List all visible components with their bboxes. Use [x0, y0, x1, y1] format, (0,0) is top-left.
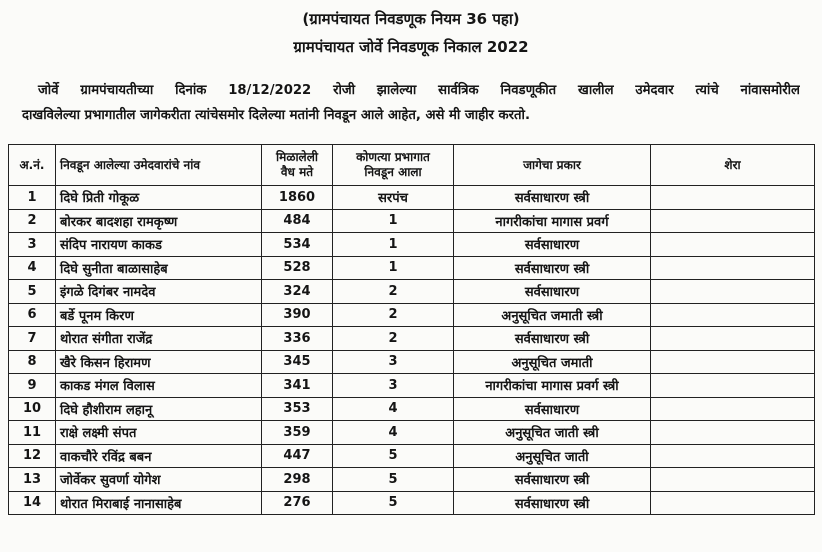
cell-serial: 13: [9, 468, 56, 492]
cell-candidate-name: थोरात संगीता राजेंद्र: [56, 327, 262, 351]
cell-ward: 3: [333, 374, 454, 398]
header-valid-votes-line1: मिळालेली: [276, 150, 318, 164]
cell-candidate-name: दिघे प्रिती गोकूळ: [56, 186, 262, 210]
cell-seat-category: अनुसूचित जमाती: [454, 350, 651, 374]
cell-valid-votes: 534: [262, 233, 333, 257]
table-row: [9, 374, 815, 398]
table-row: [9, 303, 815, 327]
cell-serial: 11: [9, 421, 56, 445]
cell-serial: 1: [9, 186, 56, 210]
cell-valid-votes: 345: [262, 350, 333, 374]
cell-seat-category: नागरीकांचा मागास प्रवर्ग: [454, 209, 651, 233]
cell-valid-votes: 298: [262, 468, 333, 492]
cell-seat-category: अनुसूचित जमाती स्त्री: [454, 303, 651, 327]
cell-remarks: [651, 303, 815, 327]
cell-ward: 3: [333, 350, 454, 374]
cell-ward: 1: [333, 233, 454, 257]
cell-remarks: [651, 444, 815, 468]
cell-seat-category: अनुसूचित जाती: [454, 444, 651, 468]
cell-candidate-name: जोर्वेकर सुवर्णा योगेश: [56, 468, 262, 492]
cell-serial: 6: [9, 303, 56, 327]
header-candidate-name: निवडून आलेल्या उमेदवारांचे नांव: [56, 145, 262, 186]
cell-remarks: [651, 350, 815, 374]
table-row: [9, 397, 815, 421]
cell-serial: 7: [9, 327, 56, 351]
cell-valid-votes: 447: [262, 444, 333, 468]
cell-valid-votes: 324: [262, 280, 333, 304]
cell-ward: 4: [333, 397, 454, 421]
header-valid-votes: [262, 145, 333, 186]
cell-remarks: [651, 374, 815, 398]
cell-valid-votes: 1860: [262, 186, 333, 210]
cell-remarks: [651, 256, 815, 280]
header-ward-line2: निवडून आला: [364, 165, 422, 179]
declaration-line-2: दाखविलेल्या प्रभागातील जागेकरीता त्यांचेसमोर दिलेल्या मतांनी निवडून आले आहेत, असे मी जाहीर करतो.: [22, 108, 530, 123]
table-row: [9, 280, 815, 304]
table-row: [9, 233, 815, 257]
cell-seat-category: सर्वसाधारण: [454, 397, 651, 421]
cell-valid-votes: 359: [262, 421, 333, 445]
cell-remarks: [651, 233, 815, 257]
cell-serial: 14: [9, 491, 56, 515]
cell-candidate-name: खैरे किसन हिरामण: [56, 350, 262, 374]
cell-candidate-name: संदिप नारायण काकड: [56, 233, 262, 257]
cell-valid-votes: 390: [262, 303, 333, 327]
cell-remarks: [651, 186, 815, 210]
table-row: [9, 491, 815, 515]
document-title: ग्रामपंचायत जोर्वे निवडणूक निकाल 2022: [293, 38, 529, 56]
cell-ward: 4: [333, 421, 454, 445]
header-ward: [333, 145, 454, 186]
header-seat-category: जागेचा प्रकार: [454, 145, 651, 186]
cell-seat-category: सर्वसाधारण स्त्री: [454, 256, 651, 280]
table-header-row: [9, 145, 815, 186]
cell-ward: 2: [333, 303, 454, 327]
cell-valid-votes: 353: [262, 397, 333, 421]
table-row: [9, 327, 815, 351]
header-serial: अ.नं.: [9, 145, 56, 186]
cell-candidate-name: राक्षे लक्ष्मी संपत: [56, 421, 262, 445]
cell-remarks: [651, 209, 815, 233]
cell-candidate-name: बर्डे पूनम किरण: [56, 303, 262, 327]
cell-remarks: [651, 421, 815, 445]
table-row: [9, 209, 815, 233]
rule-reference: (ग्रामपंचायत निवडणूक नियम 36 पहा): [302, 10, 520, 28]
cell-ward: 1: [333, 256, 454, 280]
table-row: [9, 186, 815, 210]
cell-seat-category: सर्वसाधारण: [454, 280, 651, 304]
cell-seat-category: सर्वसाधारण स्त्री: [454, 468, 651, 492]
cell-serial: 4: [9, 256, 56, 280]
cell-candidate-name: काकड मंगल विलास: [56, 374, 262, 398]
cell-serial: 3: [9, 233, 56, 257]
cell-candidate-name: वाकचौरे रविंद्र बबन: [56, 444, 262, 468]
cell-valid-votes: 484: [262, 209, 333, 233]
cell-serial: 10: [9, 397, 56, 421]
cell-candidate-name: इंगळे दिगंबर नामदेव: [56, 280, 262, 304]
cell-ward: 5: [333, 444, 454, 468]
cell-ward: 2: [333, 327, 454, 351]
cell-valid-votes: 276: [262, 491, 333, 515]
results-table: [8, 144, 815, 515]
cell-candidate-name: थोरात मिराबाई नानासाहेब: [56, 491, 262, 515]
cell-ward: 1: [333, 209, 454, 233]
cell-ward: 5: [333, 491, 454, 515]
cell-remarks: [651, 491, 815, 515]
header-valid-votes-line2: वैध मते: [280, 165, 314, 179]
cell-seat-category: अनुसूचित जाती स्त्री: [454, 421, 651, 445]
cell-ward: 2: [333, 280, 454, 304]
cell-seat-category: सर्वसाधारण स्त्री: [454, 186, 651, 210]
cell-serial: 8: [9, 350, 56, 374]
cell-seat-category: नागरीकांचा मागास प्रवर्ग स्त्री: [454, 374, 651, 398]
header-remarks: शेरा: [651, 145, 815, 186]
table-row: [9, 350, 815, 374]
cell-serial: 2: [9, 209, 56, 233]
cell-remarks: [651, 327, 815, 351]
cell-seat-category: सर्वसाधारण स्त्री: [454, 327, 651, 351]
cell-serial: 12: [9, 444, 56, 468]
cell-remarks: [651, 280, 815, 304]
cell-serial: 5: [9, 280, 56, 304]
table-row: [9, 256, 815, 280]
declaration-paragraph: [22, 78, 800, 128]
declaration-line-1: जोर्वे ग्रामपंचायतीच्या दिनांक 18/12/2022 रोजी झालेल्या सार्वत्रिक निवडणूकीत खालील उमेदवार त्यांचे नांवासमोरील: [38, 83, 800, 98]
cell-seat-category: सर्वसाधारण स्त्री: [454, 491, 651, 515]
cell-ward: 5: [333, 468, 454, 492]
cell-candidate-name: बोरकर बादशहा रामकृष्ण: [56, 209, 262, 233]
table-row: [9, 468, 815, 492]
cell-seat-category: सर्वसाधारण: [454, 233, 651, 257]
header-ward-line1: कोणत्या प्रभागात: [356, 150, 430, 164]
table-row: [9, 444, 815, 468]
table-row: [9, 421, 815, 445]
cell-valid-votes: 341: [262, 374, 333, 398]
cell-remarks: [651, 468, 815, 492]
cell-valid-votes: 336: [262, 327, 333, 351]
cell-ward: सरपंच: [333, 186, 454, 210]
cell-valid-votes: 528: [262, 256, 333, 280]
cell-candidate-name: दिघे हौशीराम लहानू: [56, 397, 262, 421]
cell-remarks: [651, 397, 815, 421]
cell-candidate-name: दिघे सुनीता बाळासाहेब: [56, 256, 262, 280]
cell-serial: 9: [9, 374, 56, 398]
